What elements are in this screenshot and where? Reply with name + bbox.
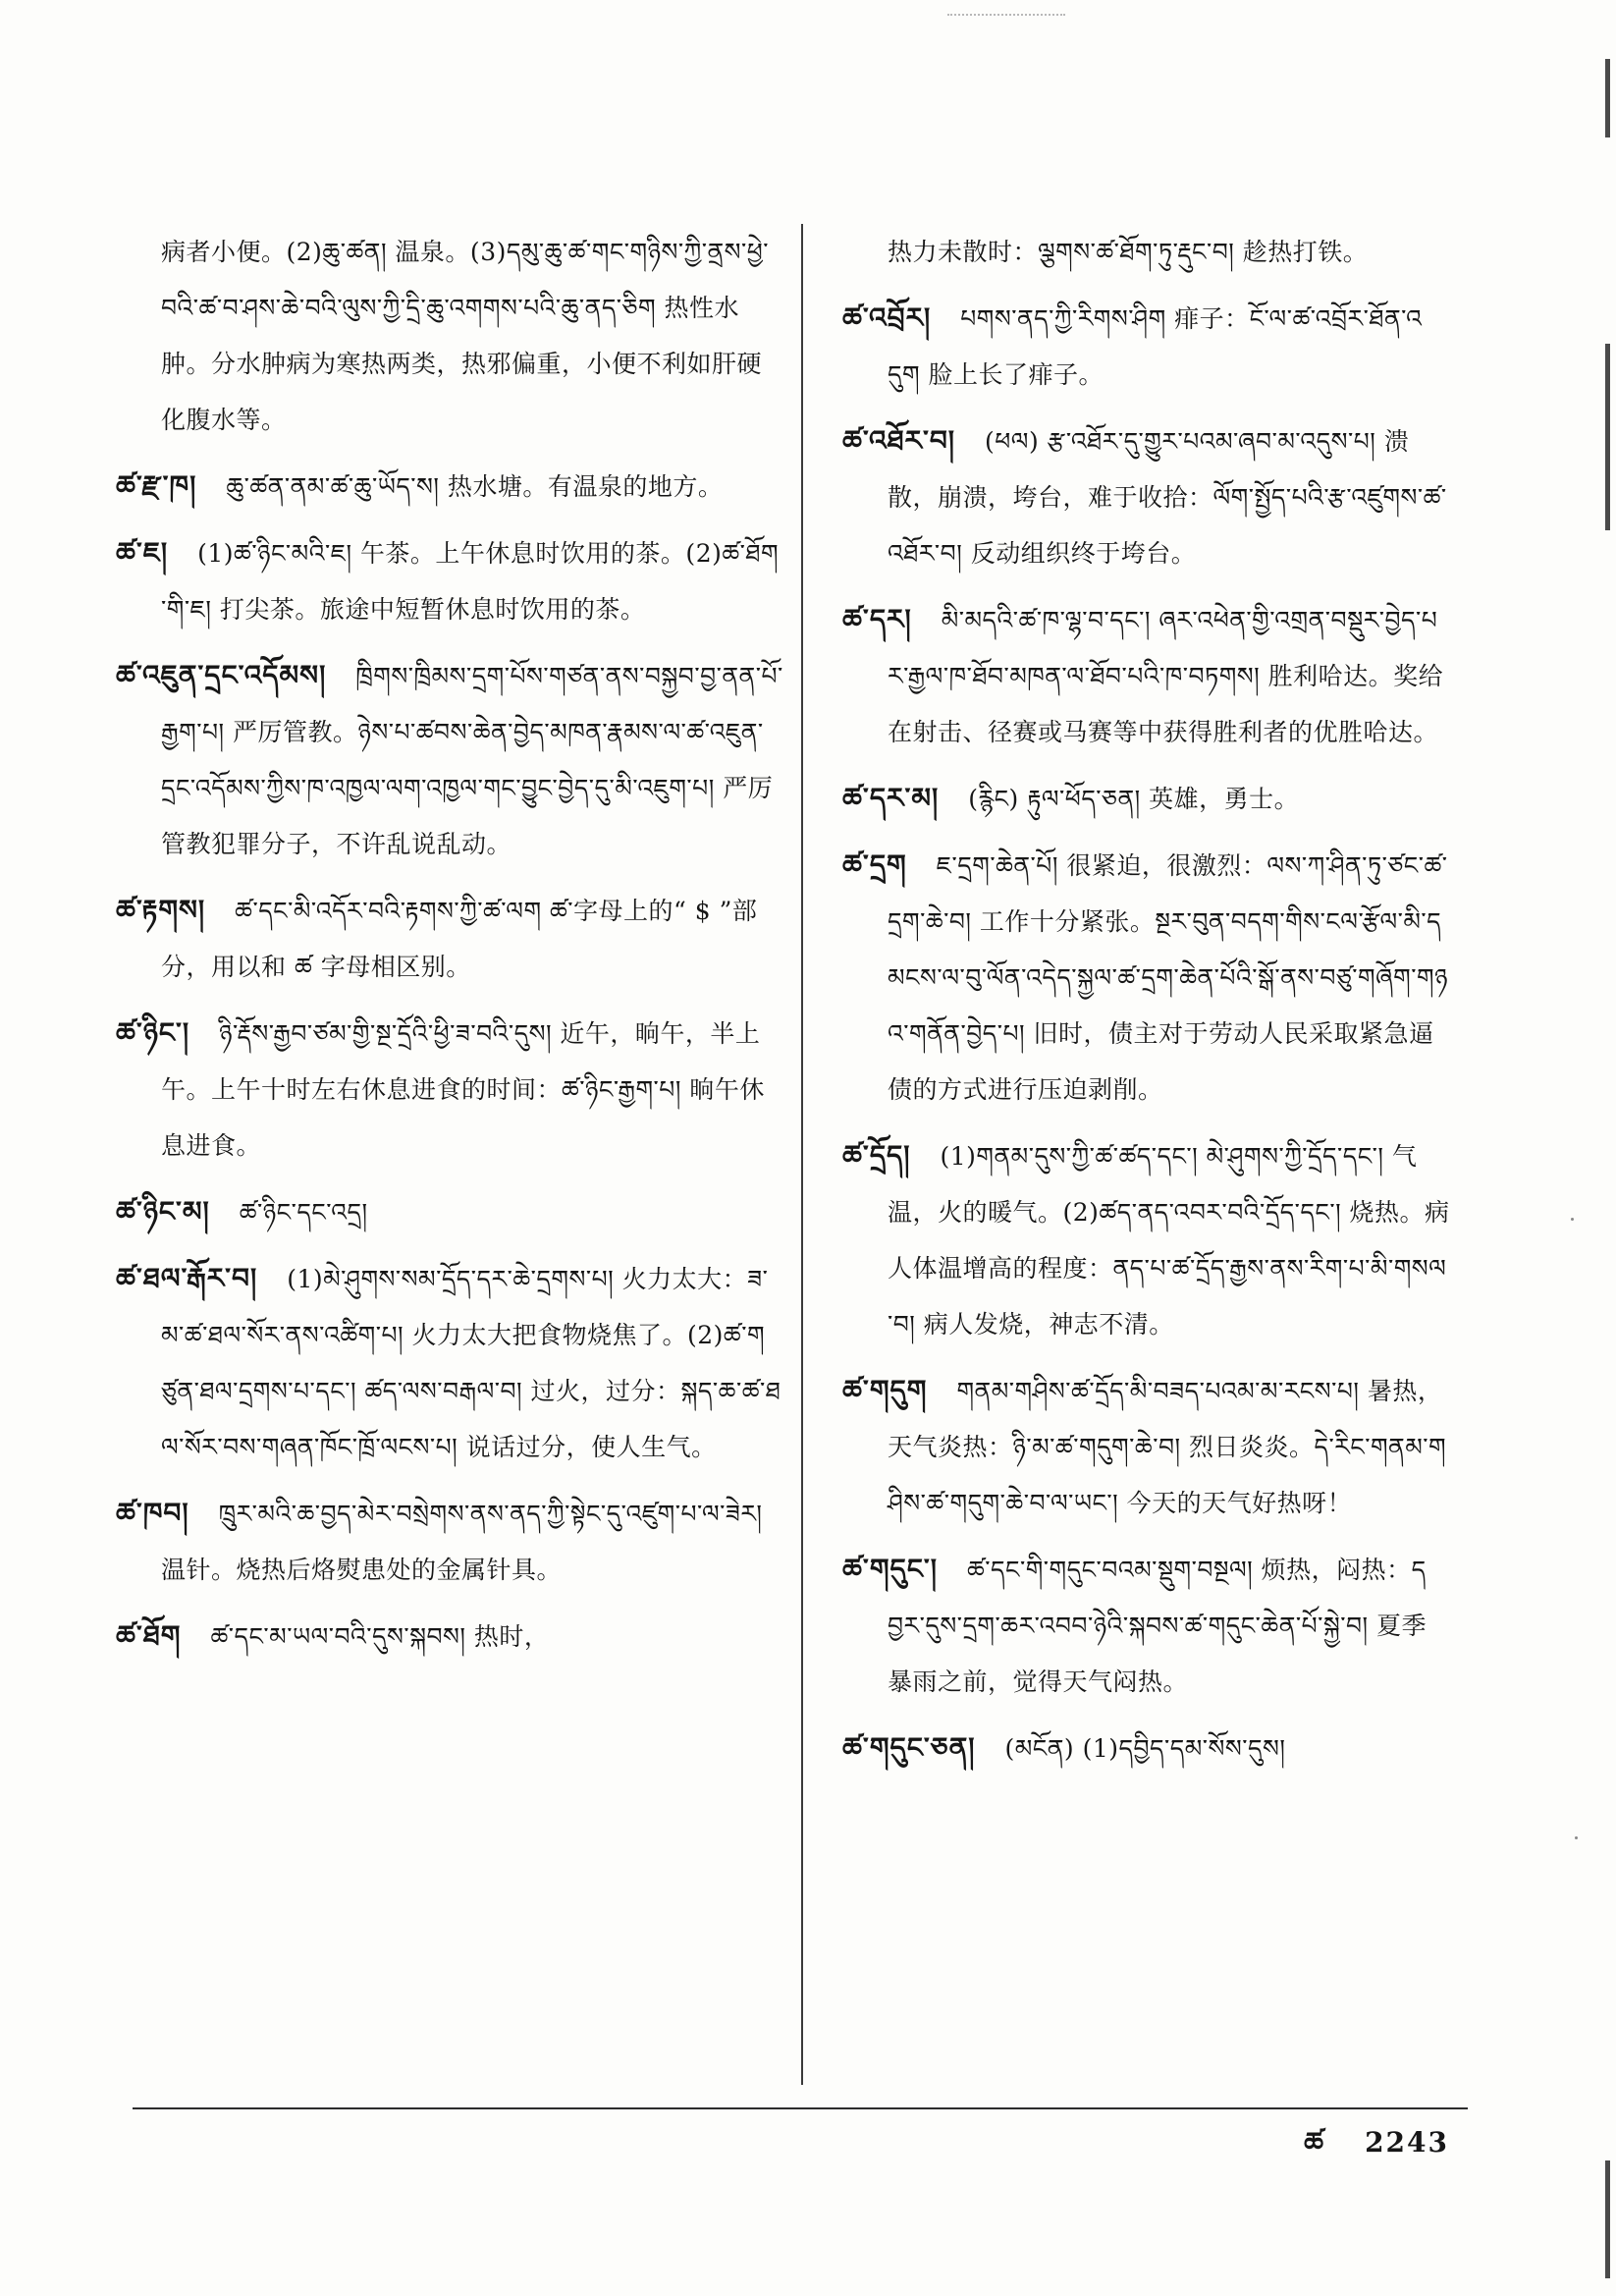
entry-body: (1)ཚ་ཉིང་མའི་ཇ། 午茶。上午休息时饮用的茶。(2)ཚ་ཐོག་གི་ཇ། 打尖茶。旅途中短暂休息时饮用的茶。 [161,539,780,624]
headword: ཚ་རྫ་ཁ། [116,469,197,502]
page-number: 2243 [1365,2126,1449,2159]
entry-body: པགས་ནད་ཀྱི་རིགས་ཤིག 痱子：ངོ་ལ་ཚ་འབྲོར་ཐོན་འདུག 脸上长了痱子。 [888,304,1423,389]
left-column [116,224,783,1674]
entry-body: ཁྲིགས་ཁྲིམས་དྲག་པོས་གཙན་ནས་བསྐྱབ་བྱ་ནན་པོ་རྒྱག་པ། 严厉管教。ཉེས་པ་ཚབས་ཆེན་བྱེད་མཁན་རྣམས་ལ་ཚ་འཇུན་དྲང་འདོམས་ཀྱིས་ཁ་འཁྱལ་ལག་འཁྱལ་གང་བྱུང་བྱེད་དུ་མི་འཇུག་པ། 严厉管教犯罪分子，不许乱说乱动。 [161,662,783,858]
entry [842,1362,1451,1531]
entry-continuation [116,224,783,448]
headword: ཚ་གདུང་། [842,1553,938,1585]
page-footer [1265,2111,1449,2189]
entry [842,1541,1451,1710]
entry-body: ཁྲུར་མའི་ཆ་བྱད་མེར་བསྲེགས་ནས་ནད་ཀྱི་སྟེང་དུ་འཛུག་པ་ལ་ཟེར། 温针。烧热后烙熨患处的金属针具。 [161,1500,763,1584]
entry-body: ཉི་རྡོས་རྒྱབ་ཙམ་གྱི་སྔ་དྲོའི་ཕྱི་ཟ་བའི་དུས། 近午，晌午，半上午。上午十时左右休息进食的时间：ཚ་ཉིང་རྒྱག་པ། 晌午休息进食。 [161,1019,765,1160]
headword: ཚ་དྲག [842,848,907,881]
headword: ཚ་དར། [842,603,912,635]
scan-speck [1571,1218,1574,1221]
entry-body: ཇ་དྲག་ཆེན་པོ། 很紧迫，很激烈：ལས་ཀ་ཤིན་ཏུ་ཙང་ཚ་དྲག་ཆེ་བ། 工作十分紧张。སྔར་བུན་བདག་གིས་ངལ་རྩོལ་མི་དམངས་ལ་བུ་ལོན་འདེད་སྐྱལ་ཚ་དྲག་ཆེན་པོའི་སྒོ་ནས་བཙུ་གཞོག་གཉའ་གནོན་བྱེད་པ། 旧时，债主对于劳动人民采取紧急逼债的方式进行压迫剥削。 [888,851,1448,1104]
entry-body: 病者小便。(2)ཆུ་ཚན། 温泉。(3)དམུ་ཆུ་ཚ་གང་གཉིས་ཀྱི་ནྲས་ཕྱེ་བའི་ཚ་བ་ཤས་ཆེ་བའི་ལུས་ཀྱི་དྲི་ཆུ་འགགས་པའི་ཆུ་ནད་ཅིག 热性水肿。分水肿病为寒热两类，热邪偏重，小便不利如肝硬化腹水等。 [161,238,770,434]
headword: ཚ་གདུག [842,1374,928,1406]
entry-body: གནམ་གཤིས་ཚ་དྲོད་མི་བཟད་པའམ་མ་རངས་པ། 暑热，天气炎热：ཉི་མ་ཚ་གདུག་ཆེ་བ། 烈日炎炎。དེ་རིང་གནམ་གཤིས་ཚ་གདུག་ཆེ་བ་ལ་ཡང་། 今天的天气好热呀！ [888,1377,1447,1517]
headword: ཚ་དར་མ། [842,782,940,814]
entry-body: ཚ་ཉིང་དང་འདྲ། [239,1198,368,1227]
headword: ཚ་འཇུན་དྲང་འདོམས། [116,659,327,691]
entry-body: ཚ་དང་གི་གདུང་བའམ་སྡུག་བསྔལ། 烦热，闷热：དབྱར་དུས་དྲག་ཆར་འབབ་ཉེའི་སྐབས་ཚ་གདུང་ཆེན་པོ་སྐྱེ་བ། 夏季暴雨之前，觉得天气闷热。 [888,1556,1427,1696]
entry [116,882,783,995]
headword: ཚ་ཁབ། [116,1497,189,1529]
entry-body: (རྙིང) རྟུལ་ཕོད་ཅན། 英雄，勇士。 [968,785,1300,813]
footer-letter: ཚ [1304,2126,1326,2159]
scan-speck [1575,1836,1578,1839]
entry [116,524,783,637]
entry [842,837,1451,1118]
entry [842,412,1451,581]
entry-body: ཚ་དང་མི་འདོར་བའི་རྟགས་ཀྱི་ཚ་ལག ཚ་字母上的“ $ ”部分，用以和 ཚ 字母相区别。 [161,897,758,981]
entry [116,647,783,872]
scan-dotted-mark [947,14,1065,16]
entry-body: མི་མདའི་ཚ་ཁ་ལྷ་བ་དང་། ཞར་འཕེན་གྱི་འགྲན་བསྡུར་བྱེད་པར་རྒྱལ་ཁ་ཐོབ་མཁན་ལ་ཐོབ་པའི་ཁ་བཏགས། 胜利哈达。奖给在射击、径赛或马赛等中获得胜利者的优胜哈达。 [888,606,1444,746]
entry [842,770,1451,827]
entry-body: (ཕལ) རྩ་འཐོར་དུ་གྱུར་པའམ་ཞབ་མ་འདུས་པ། 溃散，崩溃，垮台，难于收拾：ལོག་སྤྱོད་པའི་རྩ་འཛུགས་ཚ་འཐོར་བ། 反动组织终于垮台。 [888,427,1447,568]
entry [842,1720,1451,1777]
headword: ཚ་ཐལ་རྒོར་བ། [116,1262,258,1294]
headword: ཚ་འཐོར་བ། [842,424,956,457]
entry-body: (1)གནམ་དུས་ཀྱི་ཚ་ཚད་དང་། མེ་ཤུགས་ཀྱི་དྲོད་དང་། 气温，火的暖气。(2)ཚད་ནད་འབར་བའི་དྲོད་དང་། 烧热。病人体温增高的程度：ནད་པ་ཚ་དྲོད་རྒྱས་ནས་རིག་པ་མི་གསལ་བ། 病人发烧，神志不清。 [888,1142,1450,1339]
entry [116,1005,783,1174]
headword: ཚ་དྲོད། [842,1139,911,1172]
headword: ཚ་རྟགས། [116,894,206,926]
entry [116,1485,783,1598]
headword: ཚ་ཉིང་མ། [116,1195,210,1228]
right-column [842,224,1451,1786]
headword: ཚ་འབྲོར། [842,301,932,334]
entry [116,1250,783,1475]
entry [116,1183,783,1240]
entry [842,1127,1451,1352]
entry-body: (1)མེ་ཤུགས་སམ་དྲོད་དར་ཆེ་དྲགས་པ། 火力太大：ཟ་མ་ཚ་ཐལ་སོར་ནས་འཚིག་པ། 火力太大把食物烧焦了。(2)ཚ་གཙུན་ཐལ་དྲགས་པ་དང་། ཚད་ལས་བརྒལ་བ། 过火，过分：སྐད་ཆ་ཚ་ཐལ་སོར་བས་གཞན་ཁོང་ཁྲོ་ལངས་པ། 说话过分，使人生气。 [161,1265,781,1461]
entry-body: ཆུ་ཚན་ནམ་ཚ་ཆུ་ཡོད་ས། 热水塘。有温泉的地方。 [226,472,724,501]
headword: ཚ་ཉིང་། [116,1016,190,1049]
headword: ཚ་གདུང་ཅན། [842,1731,976,1764]
scan-edge-mark [1605,344,1610,530]
entry-body: ཚ་དང་མ་ཡལ་བའི་དུས་སྐབས། 热时， [210,1622,550,1651]
headword: ཚ་ཇ། [116,536,169,569]
entry-body: 热力未散时：ལྕགས་ཚ་ཐོག་ཏུ་རྡུང་བ། 趁热打铁。 [888,238,1369,266]
scan-edge-mark [1605,2160,1610,2278]
entry [842,290,1451,403]
entry-body: (མངོན) (1)དབྱིད་དམ་སོས་དུས། [1004,1734,1286,1763]
entry [116,458,783,515]
entry [116,1608,783,1665]
entry [842,591,1451,760]
headword: ཚ་ཐོག [116,1619,182,1652]
column-divider [801,224,803,2085]
footer-rule [133,2107,1468,2109]
entry-continuation [842,224,1451,280]
scan-edge-mark [1605,59,1610,137]
